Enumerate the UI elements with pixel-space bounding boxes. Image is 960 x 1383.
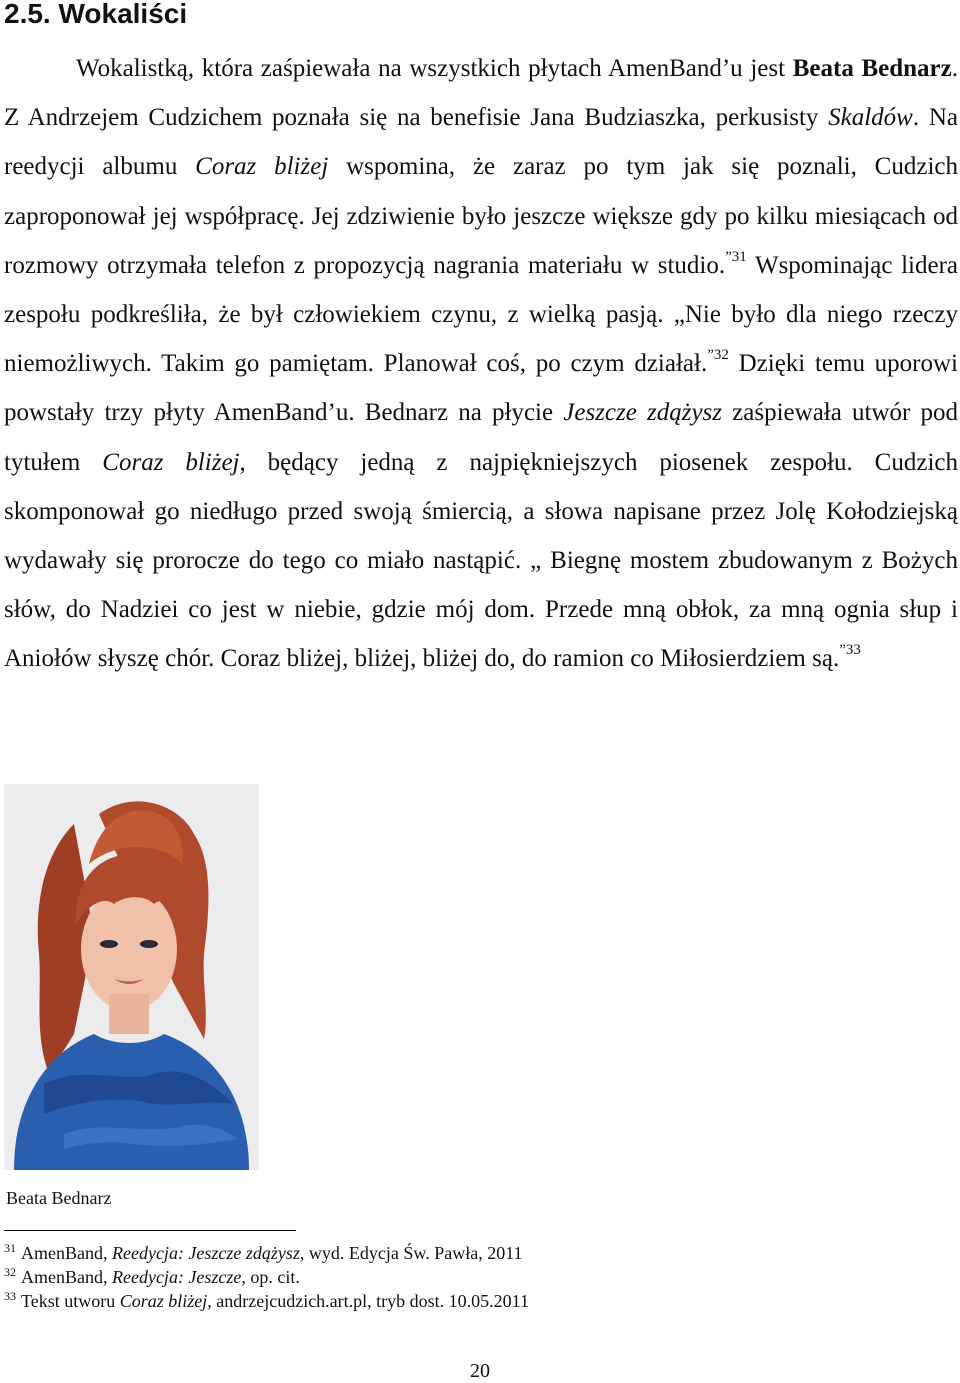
text-run: wspomina, że zaraz po tym jak się poznali, Cudzich zaproponował jej współpracę. Jej zdziwienie było jeszcze większe gdy po kilku miesiącach od rozmowy otrzymała telefon z propozycją nagrania materiału w studio. bbox=[4, 153, 958, 279]
section-heading: 2.5. Wokaliści bbox=[4, 0, 188, 29]
closing-quote: ” bbox=[707, 347, 714, 364]
footnote-ref-32[interactable] bbox=[707, 347, 729, 363]
footnote-text: , op. cit. bbox=[241, 1267, 300, 1287]
song-title-italic: Coraz bliżej bbox=[102, 448, 240, 476]
footnote-text: Tekst utworu bbox=[21, 1291, 120, 1311]
text-run: , będący jedną z najpiękniejszych piosenek zespołu. Cudzich skomponował go niedługo przed swoją śmiercią, a słowa napisane przez Jolę Kołodziejską wydawały się prorocze do tego co miało nastąpić. „ Biegnę mostem zbudowanym z Bożych słów, do Nadziei co jest w niebie, gdzie mój dom. Przede mną obłok, za mną ognia słup i Aniołów słyszę chór. Coraz bliżej, bliżej, bliżej do, do ramion co Miłosierdziem są. bbox=[4, 448, 958, 673]
footnote-32 bbox=[4, 1265, 904, 1289]
footnote-text: , wyd. Edycja Św. Pawła, 2011 bbox=[299, 1243, 523, 1263]
closing-quote: ” bbox=[839, 642, 846, 659]
singer-photo bbox=[4, 784, 259, 1170]
singer-name-bold: Beata Bednarz bbox=[792, 55, 952, 82]
face bbox=[81, 887, 177, 1011]
footnote-number: 33 bbox=[4, 1289, 16, 1303]
portrait-illustration bbox=[4, 784, 259, 1170]
footnote-text: AmenBand, bbox=[21, 1243, 112, 1263]
footnote-title-italic: Coraz bliżej bbox=[119, 1291, 208, 1311]
footnotes bbox=[4, 1241, 904, 1313]
footnote-ref-33[interactable] bbox=[839, 642, 861, 658]
album-title-italic: Jeszcze zdążysz bbox=[563, 399, 723, 427]
footnote-divider bbox=[4, 1230, 296, 1231]
footnote-number: 31 bbox=[4, 1241, 16, 1255]
text-run: zaśpiewała utwór pod tytułem bbox=[4, 399, 959, 476]
body-paragraph bbox=[4, 44, 958, 684]
page-number: 20 bbox=[470, 1360, 490, 1382]
footnote-text: AmenBand, bbox=[21, 1267, 112, 1287]
footnote-number: 32 bbox=[4, 1265, 16, 1279]
footnote-title-italic: Reedycja: Jeszcze bbox=[111, 1267, 242, 1287]
footnote-title-italic: Reedycja: Jeszcze zdążysz bbox=[111, 1243, 300, 1263]
photo-caption: Beata Bednarz bbox=[6, 1188, 112, 1208]
left-eye bbox=[100, 940, 118, 948]
neck bbox=[109, 994, 149, 1034]
footnote-33 bbox=[4, 1289, 904, 1313]
footnote-number: 32 bbox=[713, 347, 729, 364]
footnote-text: , andrzejcudzich.art.pl, tryb dost. 10.05.2011 bbox=[207, 1291, 529, 1311]
text-run: . Na reedycji albumu bbox=[4, 104, 958, 181]
text-run: Wokalistką, która zaśpiewała na wszystkich płytach AmenBand’u jest bbox=[76, 55, 793, 82]
text-run: . Z Andrzejem Cudzichem poznała się na benefisie Jana Budziaszka, perkusisty bbox=[4, 55, 958, 132]
footnote-ref-31[interactable] bbox=[725, 249, 747, 265]
album-title-italic: Coraz bliżej bbox=[195, 153, 329, 181]
footnote-number: 33 bbox=[845, 642, 861, 659]
footnote-number: 31 bbox=[731, 248, 747, 265]
footnote-31 bbox=[4, 1241, 904, 1265]
text-run: Wspominając lidera zespołu podkreśliła, że był człowiekiem czynu, z wielką pasją. „Nie było dla niego rzeczy niemożliwych. Takim go pamiętam. Planował coś, po czym działał. bbox=[4, 251, 958, 378]
text-run: Dzięki temu uporowi powstały trzy płyty AmenBand’u. Bednarz na płycie bbox=[4, 350, 959, 427]
closing-quote: ” bbox=[725, 248, 732, 265]
right-eye bbox=[140, 940, 158, 948]
band-name-italic: Skaldów bbox=[828, 104, 913, 132]
